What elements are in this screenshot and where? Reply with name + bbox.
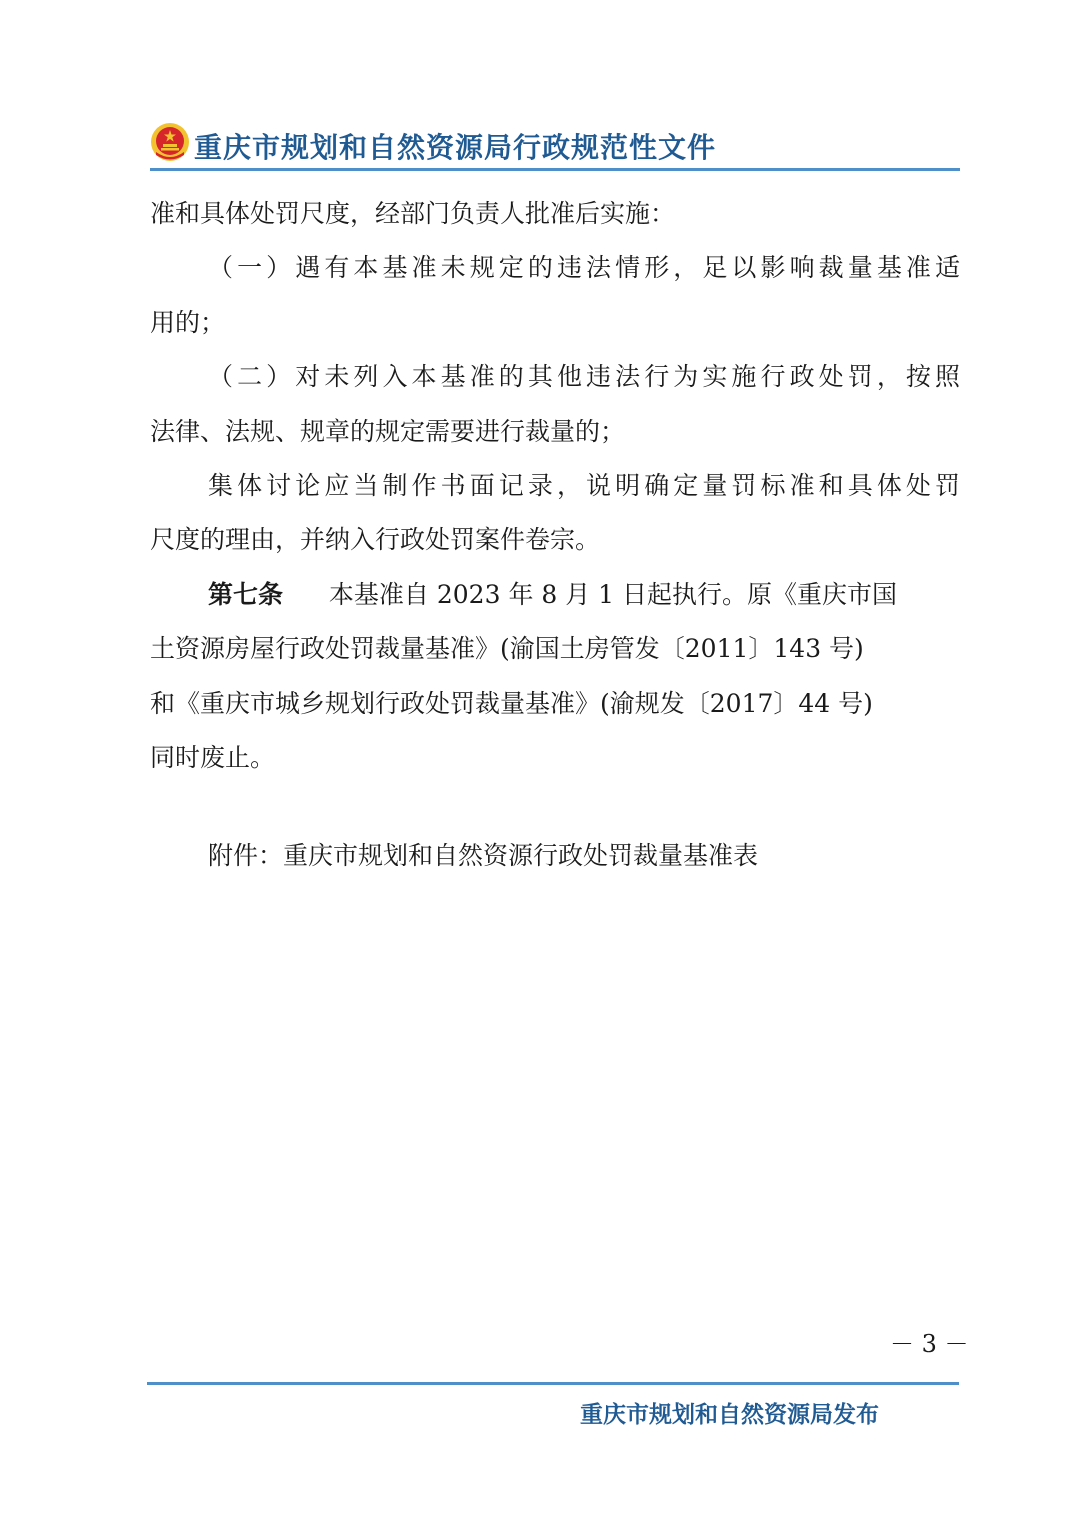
page-number: － 3 － (890, 1330, 969, 1358)
footer-publisher: 重庆市规划和自然资源局发布 (580, 1402, 879, 1428)
attachment-line: 附件：重庆市规划和自然资源行政处罚裁量基准表 (208, 841, 759, 871)
document-body (150, 187, 960, 884)
body-paragraph-line: 准和具体处罚尺度，经部门负责人批准后实施： (150, 199, 676, 228)
header-divider (150, 168, 960, 171)
header-title: 重庆市规划和自然资源局行政规范性文件 (194, 131, 717, 164)
document-header (150, 118, 960, 174)
body-paragraph-line: 尺度的理由，并纳入行政处罚案件卷宗。 (150, 525, 601, 555)
body-paragraph-line: （一）遇有本基准未规定的违法情形，足以影响裁量基准适 (208, 253, 960, 283)
article-7-label: 第七条 (208, 579, 284, 609)
article-7-first-line (150, 568, 960, 622)
footer-divider (147, 1382, 959, 1385)
body-paragraph-line: 用的； (150, 307, 226, 337)
body-paragraph-line: 和《重庆市城乡规划行政处罚裁量基准》(渝规发〔2017〕44 号) (150, 688, 873, 718)
article-7-text: 本基准自 2023 年 8 月 1 日起执行。原《重庆市国 (328, 579, 898, 609)
body-paragraph-line: （二）对未列入本基准的其他违法行为实施行政处罚，按照 (208, 362, 960, 392)
body-paragraph-line: 法律、法规、规章的规定需要进行裁量的； (150, 416, 626, 446)
body-paragraph-line: 土资源房屋行政处罚裁量基准》(渝国土房管发〔2011〕143 号) (150, 634, 864, 664)
body-paragraph-line: 同时废止。 (150, 742, 276, 772)
national-emblem-icon (150, 122, 190, 162)
body-paragraph-line: 集体讨论应当制作书面记录，说明确定量罚标准和具体处罚 (208, 470, 960, 500)
